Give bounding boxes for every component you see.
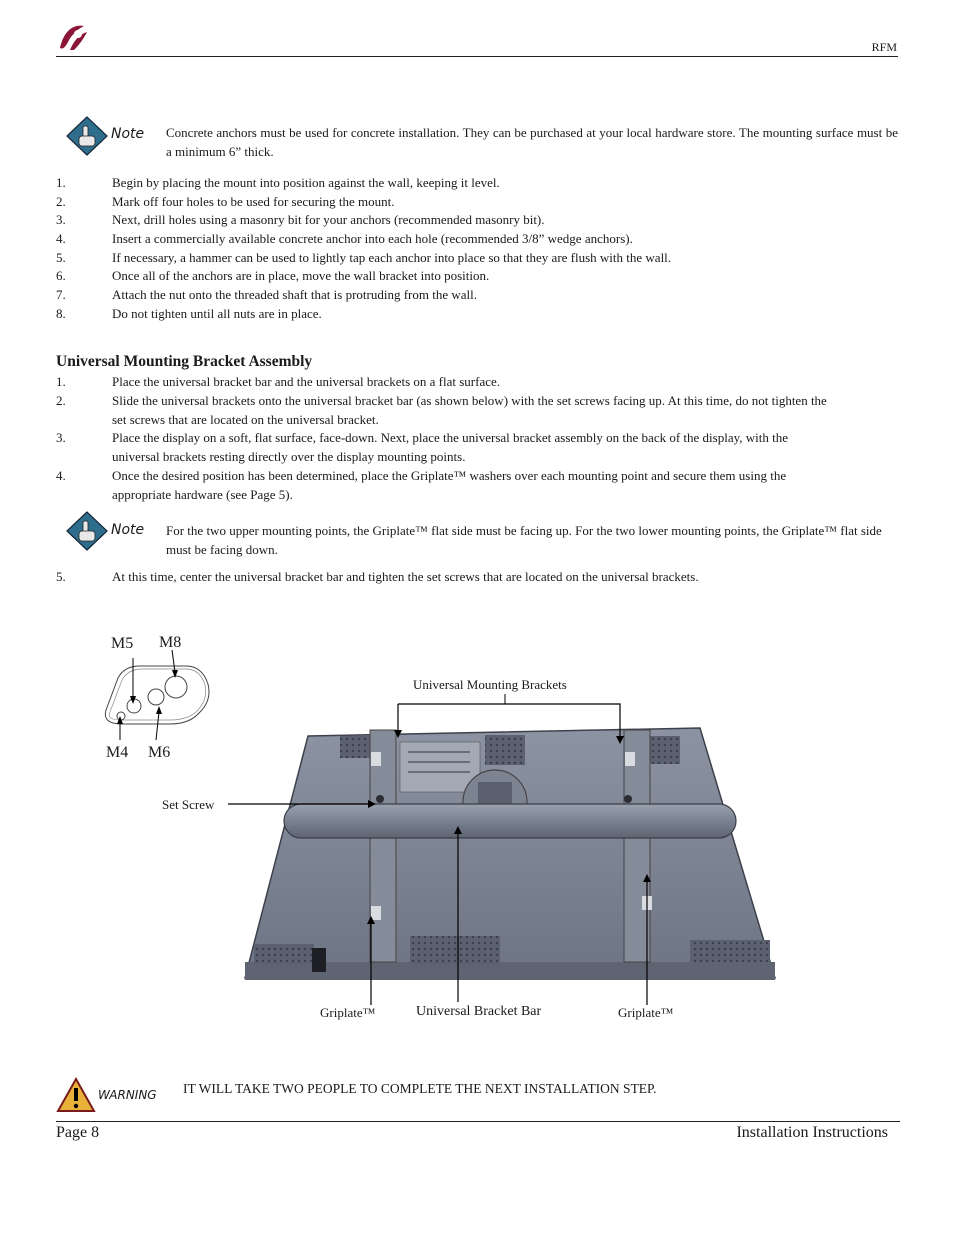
warning-text: IT WILL TAKE TWO PEOPLE TO COMPLETE THE NEXT INSTALLATION STEP.	[183, 1081, 657, 1096]
doc-code: RFM	[871, 40, 897, 54]
m5-label: M5	[111, 635, 134, 652]
bracket-bar-label: Universal Bracket Bar	[416, 1004, 542, 1019]
note-label: Note	[111, 126, 145, 142]
brand-logo-icon	[56, 20, 90, 54]
note-hand-icon	[66, 116, 108, 156]
warning-label: WARNING	[98, 1088, 157, 1102]
warning-icon	[56, 1077, 96, 1113]
note-hand-icon	[66, 511, 108, 551]
note-label: Note	[111, 522, 145, 538]
note-text: For the two upper mounting points, the Griplate™ flat side must be facing up. For the two lower mounting points, the Griplate™ flat side must be facing down.	[166, 523, 882, 557]
m6-label: M6	[148, 744, 171, 761]
griplate-left-label: Griplate™	[320, 1005, 376, 1020]
brackets-label: Universal Mounting Brackets	[413, 677, 567, 692]
note-text: Concrete anchors must be used for concrete installation. They can be purchased at your local hardware store. The mounting surface must be a minimum 6” thick.	[166, 125, 898, 159]
section-heading: Universal Mounting Bracket Assembly	[56, 353, 313, 370]
footer-title: Installation Instructions	[736, 1124, 888, 1141]
page-number: Page 8	[56, 1124, 100, 1141]
footer-rule	[56, 1121, 900, 1122]
griplate-right-label: Griplate™	[618, 1005, 674, 1020]
m4-label: M4	[106, 744, 129, 761]
m8-label: M8	[159, 634, 182, 651]
set-screw-label: Set Screw	[162, 797, 215, 812]
callout-lines	[160, 690, 660, 1020]
header-rule	[56, 56, 898, 57]
